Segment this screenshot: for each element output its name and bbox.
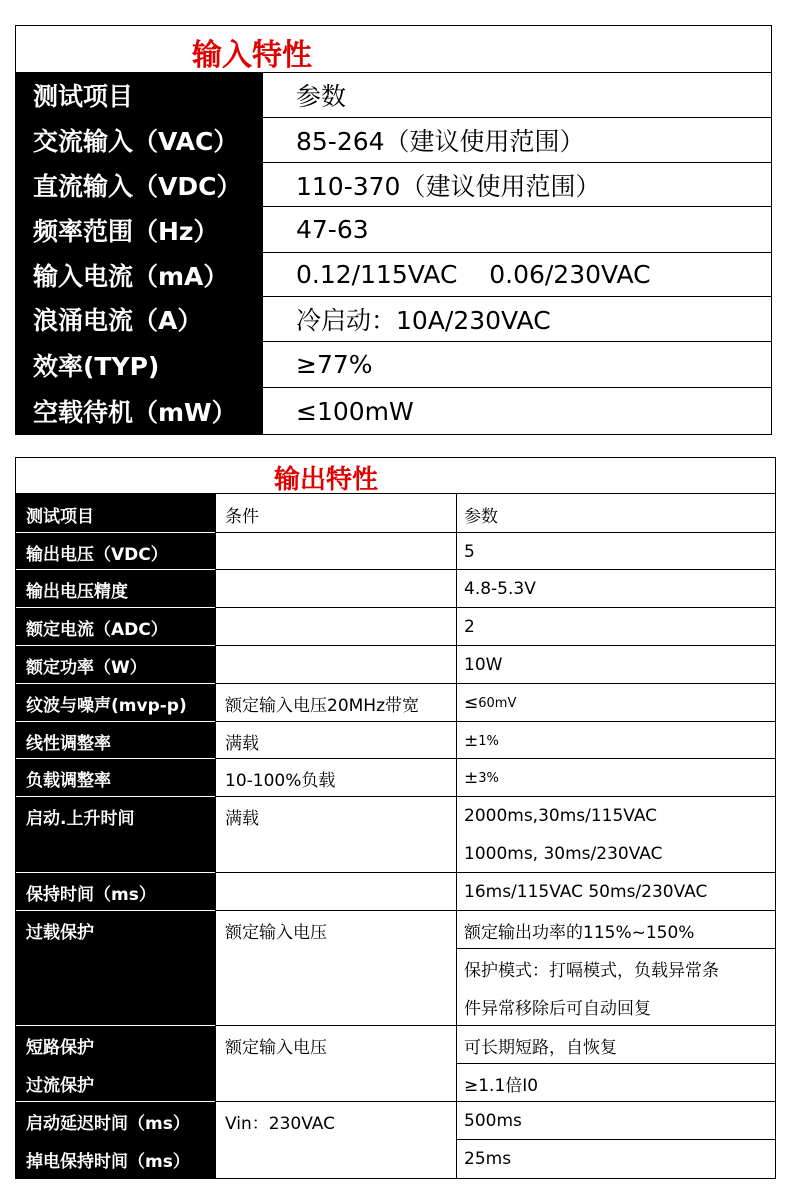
input-value-standby: ≤100mW xyxy=(262,388,771,434)
input-value-param: 参数 xyxy=(262,73,771,117)
output-label-overload: 过载保护 xyxy=(26,922,94,943)
le-symbol: ≤ xyxy=(464,693,479,713)
input-row-frequency xyxy=(16,207,771,253)
output-col-divider-1 xyxy=(215,494,216,1178)
output-cond-rise-time: 满载 xyxy=(225,808,259,829)
load-regulation-value: 3% xyxy=(478,770,499,786)
plus-minus-symbol: ± xyxy=(464,768,479,788)
output-value-load-regulation xyxy=(464,759,499,797)
output-label-hold-time: 保持时间（ms） xyxy=(26,884,156,905)
output-value-overcurrent: ≥1.1倍I0 xyxy=(464,1075,539,1096)
output-value-rated-power: 10W xyxy=(464,655,503,675)
input-label-inrush-current: 浪涌电流（A） xyxy=(16,297,262,341)
output-cond-short-circuit: 额定输入电压 xyxy=(225,1037,327,1058)
output-header-param: 参数 xyxy=(464,506,498,527)
input-label-efficiency: 效率(TYP) xyxy=(16,342,262,387)
input-label-dc-input: 直流输入（VDC） xyxy=(16,163,262,206)
output-value-voltage-accuracy: 4.8-5.3V xyxy=(464,579,536,599)
output-value-overload-mode-2: 件异常移除后可自动回复 xyxy=(464,998,651,1019)
plus-minus-symbol: ± xyxy=(464,731,479,751)
line-regulation-value: 1% xyxy=(478,733,499,749)
output-value-overload-range: 额定输出功率的115%~150% xyxy=(464,922,695,943)
output-label-line-regulation: 线性调整率 xyxy=(26,733,111,754)
output-label-short-circuit: 短路保护 xyxy=(26,1037,94,1058)
input-value-dc-input: 110-370（建议使用范围） xyxy=(262,163,771,206)
output-cond-startup-delay: Vin：230VAC xyxy=(225,1113,335,1134)
output-header-test-item: 测试项目 xyxy=(26,506,94,527)
input-label-frequency: 频率范围（Hz） xyxy=(16,207,262,252)
input-row-inrush-current xyxy=(16,297,771,342)
output-table-title-row xyxy=(16,458,775,494)
output-value-rise-time-230: 1000ms, 30ms/230VAC xyxy=(464,844,663,864)
output-value-ripple-noise xyxy=(464,684,516,722)
output-value-rated-current: 2 xyxy=(464,617,475,637)
output-cond-load-regulation: 10-100%负载 xyxy=(225,770,336,791)
output-value-power-down-hold: 25ms xyxy=(464,1149,512,1169)
output-col-divider-2 xyxy=(456,494,457,1178)
output-label-power-down-hold: 掉电保持时间（ms） xyxy=(26,1151,190,1172)
input-row-efficiency xyxy=(16,342,771,388)
output-header-condition: 条件 xyxy=(225,506,259,527)
input-row-input-current xyxy=(16,253,771,297)
output-label-overcurrent: 过流保护 xyxy=(26,1075,94,1096)
input-label-input-current: 输入电流（mA） xyxy=(16,253,262,296)
output-label-startup-delay: 启动延迟时间（ms） xyxy=(26,1113,190,1134)
output-value-voltage: 5 xyxy=(464,542,475,562)
input-table-title-row xyxy=(16,26,771,73)
input-label-ac-input: 交流输入（VAC） xyxy=(16,118,262,162)
input-value-input-current: 0.12/115VAC 0.06/230VAC xyxy=(262,253,771,296)
output-value-short-circuit: 可长期短路，自恢复 xyxy=(464,1037,617,1058)
output-value-rise-time-115: 2000ms,30ms/115VAC xyxy=(464,806,658,826)
output-characteristics-table xyxy=(15,457,776,1179)
output-label-voltage: 输出电压（VDC） xyxy=(26,544,168,565)
output-label-rise-time: 启动.上升时间 xyxy=(26,808,135,829)
ripple-value: 60mV xyxy=(478,695,517,711)
input-label-test-item: 测试项目 xyxy=(16,73,262,117)
input-value-efficiency: ≥77% xyxy=(262,342,771,387)
output-value-hold-time: 16ms/115VAC 50ms/230VAC xyxy=(464,882,708,902)
input-row-ac-input xyxy=(16,118,771,163)
output-value-startup-delay: 500ms xyxy=(464,1111,522,1131)
output-label-rated-current: 额定电流（ADC） xyxy=(26,619,168,640)
input-row-standby xyxy=(16,388,771,434)
output-cond-ripple-noise: 额定输入电压20MHz带宽 xyxy=(225,695,420,716)
input-value-frequency: 47-63 xyxy=(262,207,771,252)
input-characteristics-table xyxy=(15,25,772,435)
output-value-line-regulation xyxy=(464,722,499,760)
input-row-dc-input xyxy=(16,163,771,207)
input-label-standby: 空载待机（mW） xyxy=(16,388,262,434)
input-value-inrush-current: 冷启动：10A/230VAC xyxy=(262,297,771,341)
input-table-title: 输入特性 xyxy=(192,38,312,73)
output-label-rated-power: 额定功率（W） xyxy=(26,657,147,678)
output-label-load-regulation: 负载调整率 xyxy=(26,770,111,791)
input-value-ac-input: 85-264（建议使用范围） xyxy=(262,118,771,162)
output-label-voltage-accuracy: 输出电压精度 xyxy=(26,581,128,602)
output-table-title: 输出特性 xyxy=(274,465,379,495)
output-cond-line-regulation: 满载 xyxy=(225,733,259,754)
output-cond-overload: 额定输入电压 xyxy=(225,922,327,943)
input-row-header xyxy=(16,73,771,118)
output-value-overload-mode-1: 保护模式：打嗝模式，负载异常条 xyxy=(464,960,719,981)
output-label-ripple-noise: 纹波与噪声(mvp-p) xyxy=(26,695,187,716)
